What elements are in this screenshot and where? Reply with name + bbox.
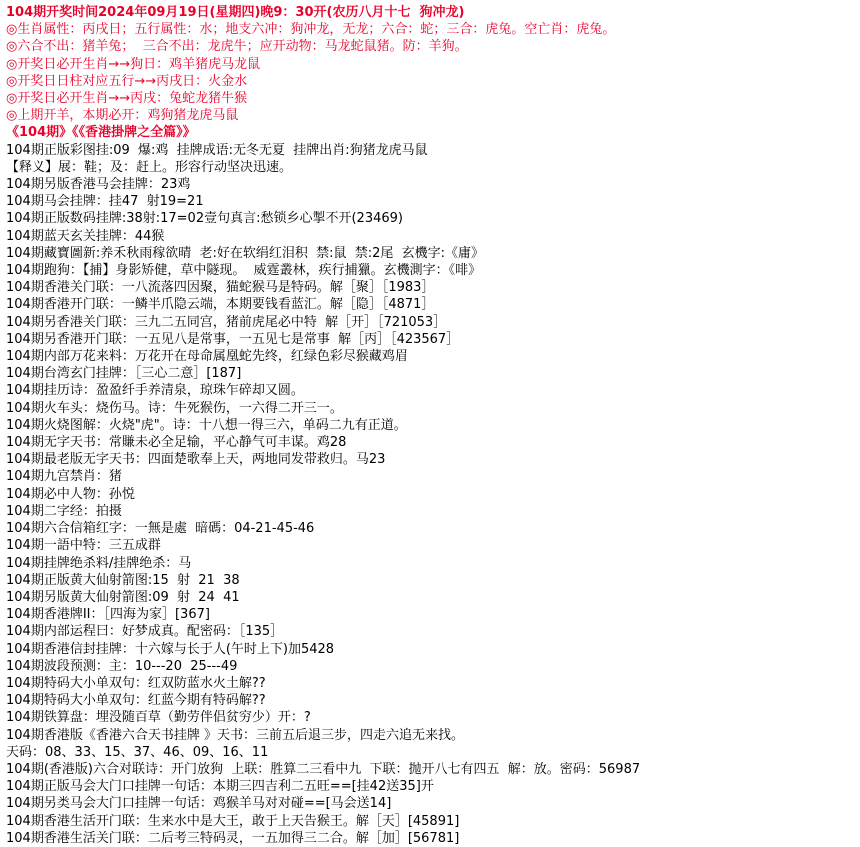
attribute-line-1: ◎生肖属性：丙戌日；五行属性：水；地支六冲：狗冲龙，无龙；六合：蛇；三合：虎兔。空亡肖：虎兔。 (6, 22, 616, 38)
content-line-17: 104期火烧图解：火烧"虎"。诗：十八想一得三六，单码二九有正道。 (6, 417, 407, 433)
content-line-7: 104期藏寶圖新:养禾秋雨稼欲晴 老:好在软绢红泪积 禁:鼠 禁:2尾 玄機字:《庸》 (6, 245, 485, 261)
content-line-1: 104期正版彩图挂:09 爆:鸡 挂牌成语:无冬无夏 挂牌出肖:狗猪龙虎马鼠 (6, 142, 428, 158)
content-line-26: 104期正版黄大仙射箭图:15 射 21 38 (6, 572, 240, 588)
content-line-16: 104期火车头：烧伤马。诗：牛死猴伤，一六得二开三一。 (6, 400, 343, 416)
attribute-line-3: ◎开奖日必开生肖→→狗日：鸡羊猪虎马龙鼠 (6, 56, 261, 72)
content-line-32: 104期特码大小单双句：红双防蓝水火土解?? (6, 675, 266, 691)
content-line-14: 104期台湾玄门挂牌：［三心二意］[187] (6, 366, 242, 382)
content-line-11: 104期另香港关门联：三九二五同宫，猪前虎尾必中特 解［开］［721053］ (6, 314, 447, 330)
attribute-line-2: ◎六合不出：猪羊兔； 三合不出：龙虎牛；应开动物：马龙蛇鼠猪。防：羊狗。 (6, 39, 468, 55)
attribute-line-6: ◎上期开羊，本期必开：鸡狗猪龙虎马鼠 (6, 108, 239, 124)
section-title: 《104期》《《香港掛牌之全篇》》 (6, 125, 196, 141)
content-line-31: 104期波段预测：主：10---20 25---49 (6, 658, 238, 674)
content-line-30: 104期香港信封挂牌：十六嫁与长于人(午时上下)加5428 (6, 641, 335, 657)
page-title: 104期开奖时间2024年09月19日(星期四)晚9：30开(农历八月十七 狗冲龙) (6, 5, 465, 20)
content-line-38: 104期正版马会大门口挂牌一句话：本期三四吉利二五旺==[挂42送35]开 (6, 779, 434, 795)
content-line-3: 104期另版香港马会挂牌：23鸡 (6, 177, 191, 193)
content-line-28: 104期香港牌II：［四海为家］[367] (6, 607, 210, 623)
content-line-41: 104期香港生活关门联：二后考三特码灵，一五加得三二合。解［加］[56781] (6, 830, 460, 846)
content-line-33: 104期特码大小单双句：红蓝今期有特码解?? (6, 693, 266, 709)
content-line-29: 104期内部运程曰：好梦成真。配密码：［135］ (6, 624, 284, 640)
attribute-line-4: ◎开奖日日柱对应五行→→丙戌日：火金水 (6, 73, 248, 89)
content-line-39: 104期另类马会大门口挂牌一句话：鸡猴羊马对对碰==[马会送14] (6, 796, 392, 812)
content-line-35: 104期香港版《香港六合天书挂牌 》天书：三前五后退三步，四走六追无来找。 (6, 727, 464, 743)
content-line-37: 104期(香港版)六合对联诗：开门放狗 上联：胜算二三看中九 下联：抛开八七有四五 解：放。密码：56987 (6, 761, 641, 777)
attribute-line-5: ◎开奖日必开生肖→→丙戌：兔蛇龙猪牛猴 (6, 91, 248, 107)
content-line-2: 【释义】展：鞋；及：赶上。形容行动坚决迅速。 (6, 159, 293, 175)
content-line-25: 104期挂牌绝杀料/挂牌绝杀：马 (6, 555, 192, 571)
content-line-19: 104期最老版无字天书：四面楚歌奉上天，两地同发带救归。马23 (6, 452, 386, 468)
content-line-20: 104期九宫禁肖：猪 (6, 469, 122, 485)
content-line-18: 104期无字天书：常賺未必全足输，平心静气可丰谋。鸡28 (6, 435, 347, 451)
content-line-24: 104期一語中特：三五成群 (6, 538, 161, 554)
content-line-8: 104期跑狗：【捕】身影矫健，草中隧现。 威霆叢林，疾行捕獵。玄機測字：《啡》 (6, 263, 482, 279)
content-line-5: 104期正版数码挂牌:38射:17=02壹句真言:愁锁乡心掣不开(23469) (6, 211, 403, 227)
content-line-34: 104期铁算盘：埋没随百草（勤劳伴侣贫穷少）开：? (6, 710, 311, 726)
content-line-13: 104期内部万花来料：万花开在母命属凰蛇先终，红绿色彩尽猴藏鸡眉 (6, 349, 408, 365)
content-line-9: 104期香港关门联：一八流落四因聚，猫蛇猴马是特码。解［聚］［1983］ (6, 280, 435, 296)
content-line-23: 104期六合信箱红字：一無是處 暗碼：04-21-45-46 (6, 521, 315, 537)
content-line-22: 104期二字经：拍摄 (6, 503, 122, 519)
content-line-21: 104期必中人物：孙悦 (6, 486, 135, 502)
content-line-36: 天码：08、33、15、37、46、09、16、11 (6, 744, 269, 760)
content-line-15: 104期挂历诗：盈盈纤手养清泉，琼珠乍碎却又圆。 (6, 383, 304, 399)
content-line-4: 104期马会挂牌：挂47 射19=21 (6, 194, 204, 210)
content-line-12: 104期另香港开门联：一五见八是常事，一五见七是常事 解［丙］［423567］ (6, 331, 460, 347)
content-line-10: 104期香港开门联：一鳞半爪隐云端，本期要钱看蓝汇。解［隐］［4871］ (6, 297, 435, 313)
content-line-6: 104期蓝天玄关挂牌：44猴 (6, 228, 165, 244)
content-line-40: 104期香港生活开门联：生来水中是大王，敢于上天告猴王。解［天］[45891] (6, 813, 460, 829)
content-line-27: 104期另版黄大仙射箭图:09 射 24 41 (6, 589, 240, 605)
